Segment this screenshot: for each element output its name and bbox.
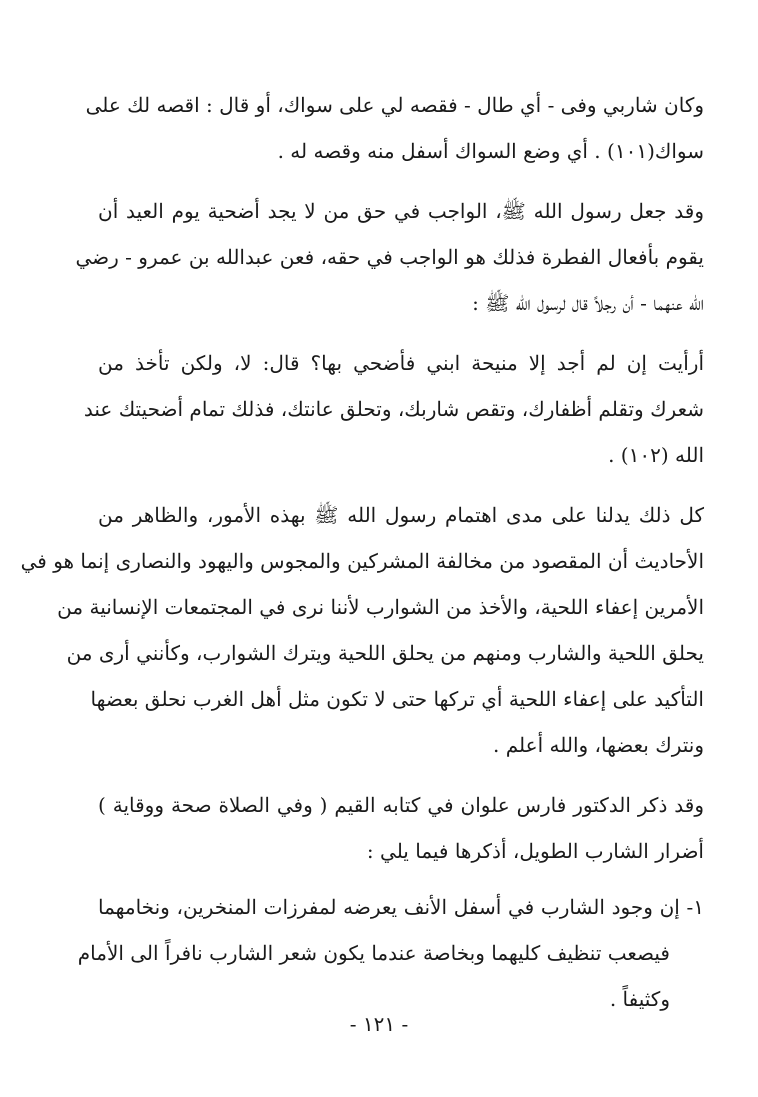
text-line: سواك(١٠١) . أي وضع السواك أسفل منه وقصه له . <box>277 139 704 163</box>
text-line: ونترك بعضها، والله أعلم . <box>493 733 704 757</box>
text-line: أضرار الشارب الطويل، أذكرها فيما يلي : <box>366 839 704 863</box>
text-line: فيصعب تنظيف كليهما وبخاصة عندما يكون شعر الشارب نافراً الى الأمام <box>77 941 670 965</box>
text-line: الله عنهما - أن رجلاً قال لرسول الله ﷺ : <box>472 291 704 315</box>
text-line: وكثيفاً . <box>609 987 670 1011</box>
text-line: الأمرين إعفاء اللحية، والأخذ من الشوارب لأننا نرى في المجتمعات الإنسانية من <box>57 595 704 619</box>
text-line: أرأيت إن لم أجد إلا منيحة ابني فأضحي بها؟ قال: لا، ولكن تأخذ من <box>98 351 704 375</box>
paragraph-3 <box>83 340 704 478</box>
text-line: الأحاديث أن المقصود من مخالفة المشركين والمجوس واليهود والنصارى إنما هو في <box>20 549 704 573</box>
page-number: - ١٢١ - <box>349 1012 409 1036</box>
text-line: يحلق اللحية والشارب ومنهم من يحلق اللحية ويترك الشوارب، وكأنني أرى من <box>66 641 704 665</box>
text-line: وقد جعل رسول الله ﷺ، الواجب في حق من لا يجد أضحية يوم العيد أن <box>98 199 704 223</box>
page-body <box>20 82 704 1036</box>
text-line: التأكيد على إعفاء اللحية أي تركها حتى لا تكون مثل أهل الغرب نحلق بعضها <box>90 687 704 711</box>
text-line: الله (١٠٢) . <box>608 443 704 467</box>
paragraph-4 <box>20 492 704 768</box>
text-line: شعرك وتقلم أظفارك، وتقص شاربك، وتحلق عانتك، فذلك تمام أضحيتك عند <box>83 397 704 421</box>
paragraph-5 <box>98 782 704 874</box>
text-line: وقد ذكر الدكتور فارس علوان في كتابه القيم ( وفي الصلاة صحة ووقاية ) <box>98 793 704 817</box>
list-item-1 <box>77 884 704 1022</box>
text-line: وكان شاربي وفى - أي طال - فقصه لي على سواك، أو قال : اقصه لك على <box>85 93 704 117</box>
text-line: ١- إن وجود الشارب في أسفل الأنف يعرضه لمفرزات المنخرين، ونخامهما <box>98 895 704 919</box>
text-line: كل ذلك يدلنا على مدى اهتمام رسول الله ﷺ بهذه الأمور، والظاهر من <box>98 503 704 527</box>
paragraph-2 <box>75 188 704 326</box>
text-line: يقوم بأفعال الفطرة فذلك هو الواجب في حقه، فعن عبدالله بن عمرو - رضي <box>75 245 704 269</box>
paragraph-1 <box>85 82 704 174</box>
